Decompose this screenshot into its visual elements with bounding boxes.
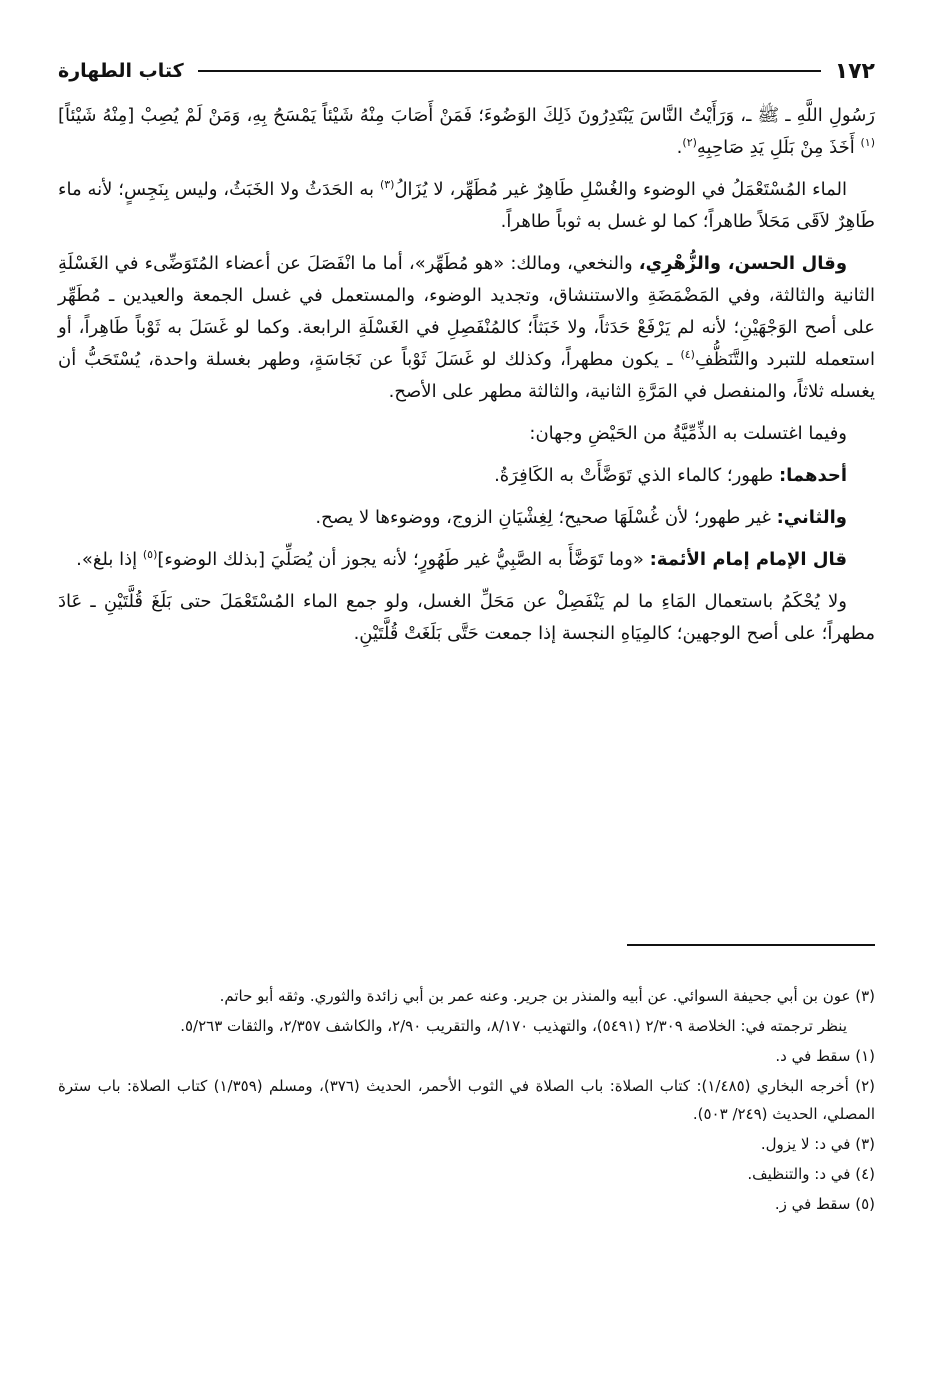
header-rule bbox=[198, 70, 821, 72]
paragraph-2: الماء المُسْتَعْمَلُ في الوضوء والغُسْلِ طَاهِرٌ غير مُطَهِّر، لا يُزَالُ$^{(٣)}$ به الحَدَثُ ولا الخَبَثُ، وليس بِنَجِسٍ؛ لأنه ماء طَاهِرٌ لاَقَى مَحَلاً طاهراً؛ كما لو غسل به ثوباً طاهراً. bbox=[58, 178, 875, 232]
paragraph-lead: والثاني: bbox=[776, 507, 847, 528]
footnote-ref: (٣) bbox=[379, 178, 395, 191]
paragraph-lead: وقال الحسن، والزُّهْرِي، bbox=[638, 253, 848, 274]
footnote-ref: (٤) bbox=[680, 348, 695, 361]
main-text bbox=[58, 100, 875, 660]
footnote-item: ينظر ترجمته في: الخلاصة ٢/٣٠٩ (٥٤٩١)، والتهذيب ٨/١٧٠، والتقريب ٢/٩٠، والكاشف ٢/٣٥٧، والثقات ٥/٢٦٣. bbox=[180, 1017, 847, 1035]
paragraph-5: أحدهما: طهور؛ كالماء الذي تَوَضَّأَتْ به الكَافِرَةُ. bbox=[494, 465, 847, 486]
footnote-ref: (١) bbox=[860, 136, 875, 149]
paragraph-3: وقال الحسن، والزُّهْرِي، والنخعي، ومالك: «هو مُطَهِّر»، أما ما انْفَصَلَ عن أعضاء المُتَوَضِّىء في الغَسْلَةِ الثانية والثالثة، وفي المَضْمَضَةِ والاستنشاق، وتجديد الوضوء، والمستعمل في غسل الجمعة والعيدين ـ مُطَهِّر على أصح الوَجْهَيْنِ؛ لأنه لم يَرْفَعْ حَدَثاً، ولا خَبَثاً؛ كالمُنْفَصِلِ في الغَسْلَةِ الرابعة. وكما لو غَسَلَ به ثَوْباً طَاهِراً، أو استعمله للتبرد والتَّنَظُّفِ$^{(٤)}$ ـ يكون مطهراً، وكذلك لو غَسَلَ ثَوْباً عن نَجَاسَةٍ، وطهر بغسلة واحدة، يُسْتَحَبُّ أن يغسله ثلاثاً، والمنفصل في المَرَّةِ الثانية، والثالثة مطهر على الأصح. bbox=[58, 253, 875, 402]
paragraph-4: وفيما اغتسلت به الذِّمِّيَّةُ من الحَيْضِ وجهان: bbox=[529, 423, 847, 444]
paragraph-7: قال الإمام إمام الأئمة: «وما تَوَضَّأَ به الصَّبِيُّ غير طَهُورٍ؛ لأنه يجوز أن يُصَلِّيَ [بذلك الوضوء]$^{(٥)}$ إذا بلغ». bbox=[76, 548, 847, 570]
footnote-ref: (٥) bbox=[142, 548, 158, 561]
book-page bbox=[58, 0, 875, 1375]
paragraph-lead: قال الإمام إمام الأئمة: bbox=[649, 549, 847, 570]
footnote-item: (٣) عون بن أبي جحيفة السوائي. عن أبيه والمنذر بن جرير. وعنه عمر بن أبي زائدة والثوري. وثقه أبو حاتم. bbox=[219, 987, 875, 1005]
page-number: ١٧٢ bbox=[834, 58, 875, 84]
footnote-item: (٣) في د: لا يزول. bbox=[760, 1135, 875, 1153]
footnote-separator bbox=[627, 944, 875, 946]
running-header bbox=[58, 56, 875, 86]
footnote-ref: (٢) bbox=[682, 136, 697, 149]
footnotes bbox=[58, 982, 875, 1220]
paragraph-6: والثاني: غير طهور؛ لأن غُسْلَهَا صحيح؛ لِغِشْيَانِ الزوج، ووضوءها لا يصح. bbox=[315, 507, 847, 528]
paragraph-lead: أحدهما: bbox=[778, 465, 847, 486]
book-title: كتاب الطهارة bbox=[58, 60, 184, 82]
footnote-item: (٤) في د: والتنظيف. bbox=[747, 1165, 875, 1183]
footnote-item: (٢) أخرجه البخاري (١/٤٨٥): كتاب الصلاة: باب الصلاة في الثوب الأحمر، الحديث (٣٧٦)، ومسلم (١/٣٥٩) كتاب الصلاة: باب سترة المصلي، الحديث (٢٤٩/ ٥٠٣). bbox=[58, 1077, 875, 1123]
paragraph-1: رَسُولِ اللَّهِ ـ ﷺ ـ، وَرَأَيْتُ النَّاسَ يَبْتَدِرُونَ ذَلِكَ الوَضُوءَ؛ فَمَنْ أَصَابَ مِنْهُ شَيْئاً يَمْسَحُ بِهِ، وَمَنْ لَمْ يُصِبْ [مِنْهُ شَيْئاً]$^{(١)}$ أَخَذَ مِنْ بَلَلِ يَدِ صَاحِبِهِ$^{(٢)}$. bbox=[58, 105, 875, 158]
footnote-item: (٥) سقط في ز. bbox=[774, 1195, 875, 1213]
paragraph-8: ولا يُحْكَمُ باستعمال المَاءِ ما لم يَنْفَصِلْ عن مَحَلِّ الغسل، ولو جمع الماء المُسْتَعْمَلَ حتى بَلَغَ قُلَّتَيْنِ ـ عَادَ مطهراً؛ على أصح الوجهين؛ كالمِيَاهِ النجسة إذا جمعت حَتَّى بَلَغَتْ قُلَّتَيْنِ. bbox=[58, 591, 875, 644]
footnote-item: (١) سقط في د. bbox=[775, 1047, 875, 1065]
